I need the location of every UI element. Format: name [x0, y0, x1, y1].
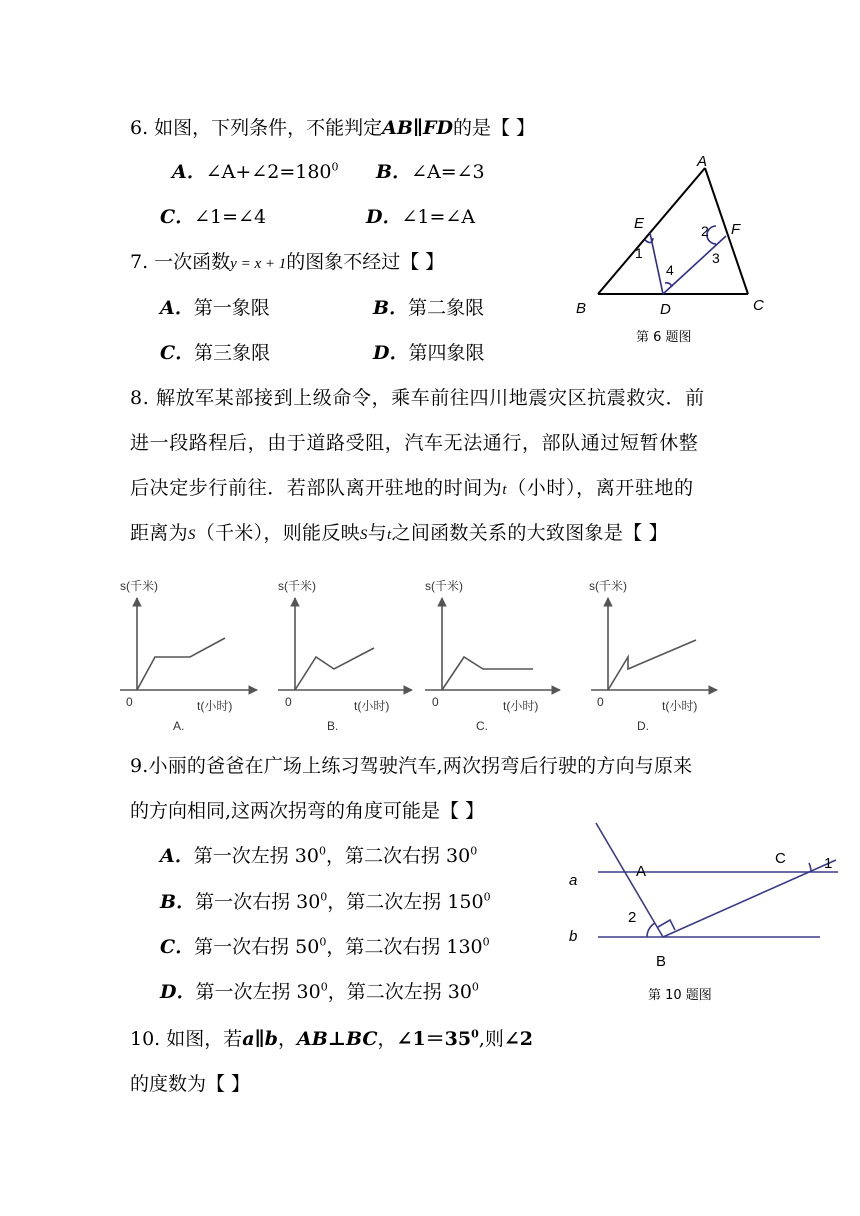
- q9-option-d-text2: ，第二次左拐 30: [327, 981, 472, 1003]
- angle-arc-1: [809, 863, 811, 872]
- q6-option-c-letter: C．: [160, 206, 195, 228]
- q8-line-3-b: （小时），离开驻地的: [507, 477, 694, 499]
- graph-c-origin: 0: [432, 695, 439, 709]
- q6-stem: [130, 116, 535, 140]
- q8-line-2: 进一段路程后，由于道路受阻，汽车无法通行，部队通过短暂休整: [130, 432, 699, 454]
- q9-option-d-deg2: 0: [471, 980, 479, 994]
- q10-label-B: B: [656, 953, 667, 970]
- q9-option-a-deg2: 0: [470, 844, 478, 858]
- angle-arc-4: [665, 283, 672, 287]
- q6-label-f: F: [731, 221, 741, 238]
- segment-df: [663, 236, 726, 294]
- q10-comma-1: ，: [277, 1028, 297, 1050]
- q7-option-a-text: 第一象限: [193, 297, 270, 319]
- q10-line-2: 的度数为【 】: [130, 1073, 251, 1095]
- graph-a-ylabel: s(千米): [120, 579, 158, 593]
- q10-angle-1: ∠1＝35: [396, 1028, 472, 1050]
- q7-option-b: [373, 296, 484, 320]
- q8-var-s: S: [187, 527, 196, 543]
- graph-b-letter: B.: [327, 719, 339, 733]
- q8-var-t: t: [502, 482, 508, 498]
- q7-option-a: [160, 296, 270, 320]
- q8-line-4: [130, 521, 668, 547]
- q9-option-c-text: 第一次右拐 50: [194, 936, 320, 958]
- q8-graph-d: [591, 598, 717, 690]
- q7-stem-text-b: 的图象不经过【 】: [286, 251, 445, 273]
- q9-option-b-deg2: 0: [483, 890, 491, 904]
- graph-a-origin: 0: [126, 695, 133, 709]
- graph-a-letter: A.: [173, 719, 185, 733]
- q7-option-d-letter: D．: [373, 342, 409, 364]
- q10-angle-2: ∠2: [503, 1028, 533, 1050]
- q9-option-c-letter: C．: [160, 936, 195, 958]
- q7-option-b-letter: B．: [373, 297, 409, 319]
- q8-line-3: [130, 476, 694, 502]
- graph-c-curve: [442, 657, 533, 690]
- q6-option-d: [366, 205, 475, 229]
- q8-graph-b: [278, 598, 412, 690]
- q6-label-c: C: [753, 297, 764, 314]
- q6-option-d-text: ∠1=∠A: [401, 206, 476, 228]
- q10-line-1-a: 10. 如图，若: [130, 1028, 243, 1050]
- q9-option-b-text: 第一次右拐 30: [195, 891, 321, 913]
- q6-stem-text-b: 的是【 】: [453, 117, 536, 139]
- q9-option-d-letter: D．: [160, 981, 196, 1003]
- q8-line-4-c: 与: [367, 522, 388, 544]
- q6-label-4: 4: [666, 262, 674, 278]
- q7-option-c-letter: C．: [160, 342, 195, 364]
- q6-stem-fd: FD: [423, 117, 454, 139]
- q6-option-c: [160, 205, 266, 229]
- q8-graph-c: [425, 598, 560, 690]
- q6-option-a-degree: 0: [331, 160, 339, 174]
- graph-b-curve: [295, 648, 374, 690]
- q10-perpendicular: AB⊥BC: [296, 1028, 378, 1050]
- q9-option-d-text: 第一次左拐 30: [195, 981, 321, 1003]
- line-ab: [596, 823, 663, 937]
- angle-arc-2: [647, 923, 655, 937]
- q10-figure-caption: 第 10 题图: [648, 988, 712, 1003]
- angle-arc-2: [707, 226, 716, 244]
- q6-option-a-text: ∠A+∠2=180: [205, 161, 332, 183]
- graph-b-origin: 0: [285, 695, 292, 709]
- q6-option-b-text: ∠A=∠3: [411, 161, 485, 183]
- q7-function: y = x + 1: [230, 256, 287, 272]
- q7-option-c-text: 第三象限: [194, 342, 271, 364]
- q7-option-c: [160, 341, 270, 365]
- q6-stem-parallel: ∥: [412, 117, 424, 139]
- q10-comma-2: ，: [377, 1028, 397, 1050]
- q9-option-c-text2: ，第二次右拐 130: [326, 936, 483, 958]
- q10-parallel: ∥: [254, 1028, 265, 1050]
- q9-option-b-text2: ，第二次左拐 150: [327, 891, 484, 913]
- q7-stem-text-a: 7. 一次函数: [130, 251, 231, 273]
- q6-label-d: D: [660, 301, 671, 318]
- q9-option-b-letter: B．: [160, 891, 196, 913]
- q6-option-b-letter: B．: [376, 161, 412, 183]
- q7-option-d: [373, 341, 485, 365]
- q7-stem: [130, 250, 444, 276]
- q9-option-d: [160, 980, 479, 1004]
- q6-option-a-letter: A．: [172, 161, 206, 183]
- q9-option-c-deg1: 0: [319, 935, 327, 949]
- q9-option-c-deg2: 0: [482, 935, 490, 949]
- q6-label-e: E: [634, 215, 645, 232]
- q6-stem-ab: AB: [382, 117, 413, 139]
- graph-d-letter: D.: [637, 719, 649, 733]
- q9-option-d-deg1: 0: [320, 980, 328, 994]
- q8-line-4-a: 距离为: [130, 522, 188, 544]
- q6-label-3: 3: [712, 250, 720, 266]
- right-angle-mark: [658, 920, 675, 930]
- q10-then: ,则: [478, 1028, 504, 1050]
- graph-d-ylabel: s(千米): [589, 579, 627, 593]
- q10-var-b: b: [264, 1028, 278, 1050]
- graph-d-curve: [608, 640, 696, 690]
- q10-label-C: C: [775, 850, 786, 867]
- q9-option-a-letter: A．: [160, 845, 194, 867]
- q10-line-1: [130, 1027, 533, 1051]
- q10-angle-1-degree: 0: [471, 1027, 479, 1041]
- graph-b-xlabel: t(小时): [354, 699, 390, 713]
- q6-option-c-text: ∠1=∠4: [194, 206, 267, 228]
- q8-line-1: 8. 解放军某部接到上级命令，乘车前往四川地震灾区抗震救灾．前: [130, 387, 705, 409]
- q9-line-2: 的方向相同,这两次拐弯的角度可能是【 】: [130, 800, 485, 822]
- graph-a-curve: [137, 638, 225, 690]
- q6-stem-text-a: 6. 如图，下列条件，不能判定: [130, 117, 383, 139]
- q8-line-4-d: 之间函数关系的大致图象是【 】: [391, 522, 669, 544]
- triangle-side-ab: [598, 168, 705, 294]
- q10-label-a-line: a: [569, 872, 578, 889]
- graph-c-letter: C.: [476, 719, 488, 733]
- q9-option-a-text: 第一次左拐 30: [193, 845, 319, 867]
- graph-c-ylabel: s(千米): [425, 579, 463, 593]
- segment-ed: [650, 233, 663, 294]
- graph-a-xlabel: t(小时): [197, 699, 233, 713]
- q7-option-a-letter: A．: [160, 297, 194, 319]
- q10-label-b-line: b: [569, 928, 578, 945]
- graph-b-ylabel: s(千米): [278, 579, 316, 593]
- q7-option-d-text: 第四象限: [408, 342, 485, 364]
- q9-option-a-text2: ，第二次右拐 30: [325, 845, 471, 867]
- q9-option-c: [160, 935, 490, 959]
- q10-label-2: 2: [628, 909, 637, 926]
- q8-line-4-b: （千米），则能反映: [195, 522, 360, 544]
- triangle-side-ac: [705, 168, 748, 294]
- angle-arc-1: [645, 238, 653, 243]
- q9-option-a: [160, 844, 477, 868]
- q6-option-b: [376, 160, 485, 184]
- q9-option-b: [160, 890, 491, 914]
- q6-figure-caption: 第 6 题图: [636, 330, 692, 345]
- graph-d-xlabel: t(小时): [662, 699, 698, 713]
- line-bc: [663, 860, 836, 937]
- q9-line-1: 9.小丽的爸爸在广场上练习驾驶汽车,两次拐弯后行驶的方向与原来: [130, 755, 693, 777]
- q6-label-1: 1: [635, 245, 643, 261]
- q8-line-3-a: 后决定步行前往．若部队离开驻地的时间为: [130, 477, 503, 499]
- q8-var-t2: t: [387, 527, 392, 543]
- graph-c-xlabel: t(小时): [503, 699, 539, 713]
- q10-label-1: 1: [824, 855, 833, 872]
- q10-var-a: a: [242, 1028, 255, 1050]
- graph-d-origin: 0: [597, 695, 604, 709]
- q8-graph-a: [120, 598, 257, 690]
- q9-option-b-deg1: 0: [320, 890, 328, 904]
- q9-option-a-deg1: 0: [318, 844, 326, 858]
- q7-option-b-text: 第二象限: [408, 297, 485, 319]
- q6-option-a: [172, 160, 339, 184]
- q10-label-A: A: [636, 863, 647, 880]
- q6-label-2: 2: [701, 223, 709, 239]
- q6-option-d-letter: D．: [366, 206, 402, 228]
- q6-label-a: A: [697, 153, 708, 170]
- q8-var-s2: S: [359, 527, 368, 543]
- q6-label-b: B: [576, 300, 587, 317]
